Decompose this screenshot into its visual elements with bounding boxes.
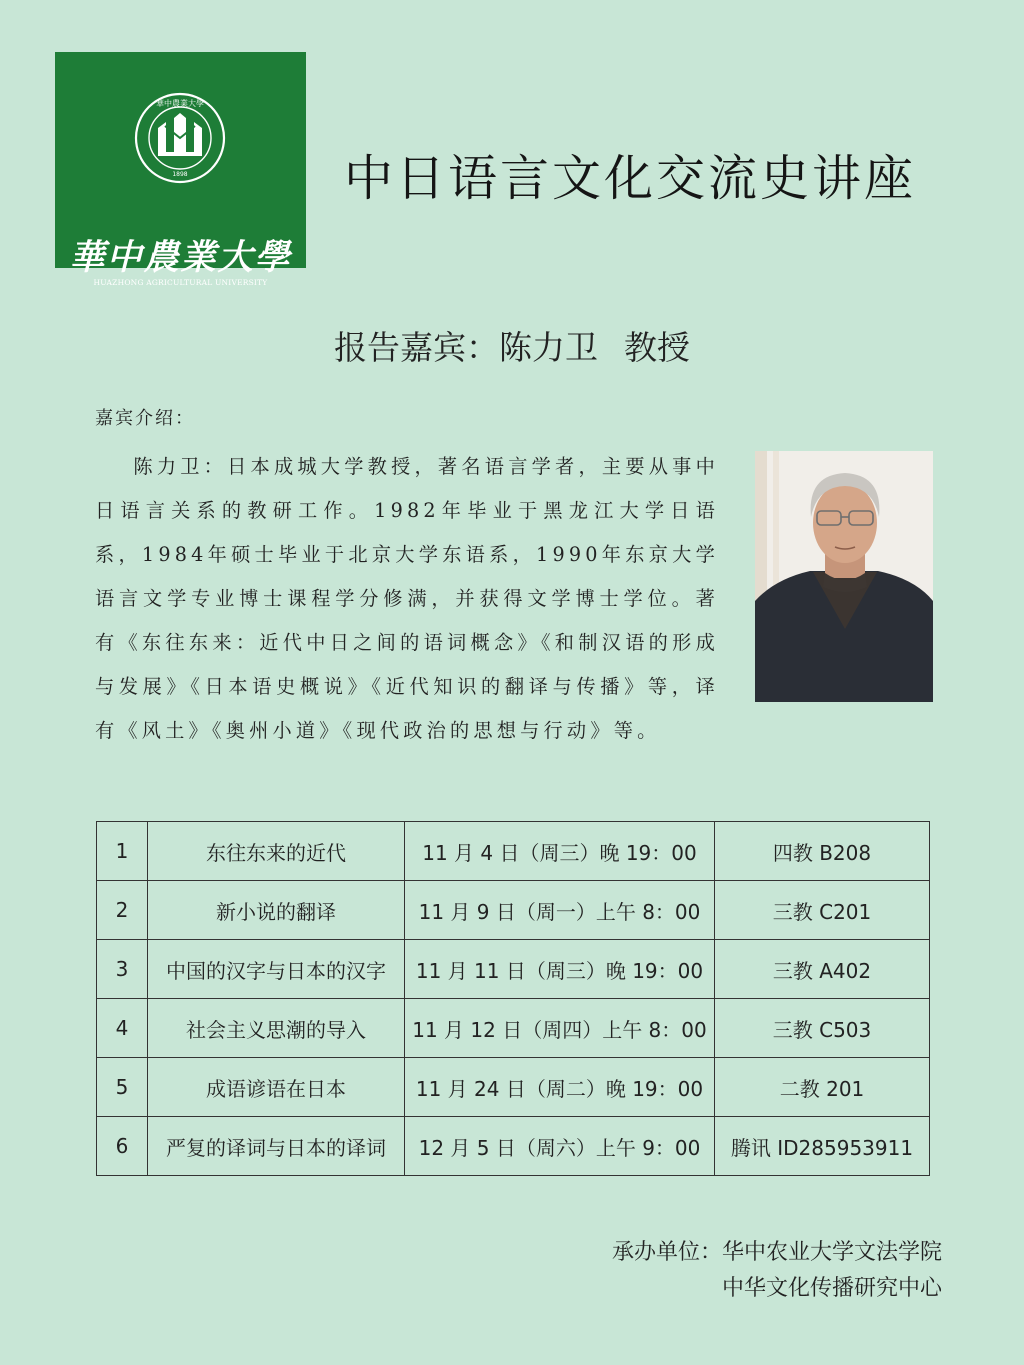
logo-name-cn: 華中農業大學: [69, 237, 292, 278]
speaker-line: [0, 322, 1024, 369]
lecture-room: 三教 A402: [715, 940, 930, 999]
lecture-time: 11 月 24 日（周二）晚 19：00: [405, 1058, 715, 1117]
lecture-number: 1: [97, 822, 148, 881]
lecture-number: 4: [97, 999, 148, 1058]
lecture-topic: 社会主义思潮的导入: [148, 999, 405, 1058]
lecture-number: 5: [97, 1058, 148, 1117]
logo-name-en: HUAZHONG AGRICULTURAL UNIVERSITY: [93, 278, 268, 287]
lecture-number: 3: [97, 940, 148, 999]
organizer-block: [612, 1235, 942, 1307]
seal-text: 華中農業大學: [156, 99, 204, 108]
lecture-room: 三教 C201: [715, 881, 930, 940]
intro-heading: 嘉宾介绍：: [95, 408, 195, 429]
table-row: [97, 1058, 930, 1117]
lecture-topic: 新小说的翻译: [148, 881, 405, 940]
university-logo: [55, 52, 306, 287]
speaker-name: 报告嘉宾：陈力卫: [334, 328, 598, 367]
page-title: 中日语言文化交流史讲座: [344, 150, 917, 207]
lecture-topic: 中国的汉字与日本的汉字: [148, 940, 405, 999]
speaker-photo: [755, 451, 933, 702]
lecture-room: 腾讯 ID285953911: [715, 1117, 930, 1176]
speaker-title: 教授: [624, 328, 690, 367]
lecture-time: 12 月 5 日（周六）上午 9：00: [405, 1117, 715, 1176]
lecture-topic: 严复的译词与日本的译词: [148, 1117, 405, 1176]
organizer-line-1: 承办单位：华中农业大学文法学院: [611, 1240, 942, 1265]
lecture-time: 11 月 12 日（周四）上午 8：00: [405, 999, 715, 1058]
table-row: [97, 881, 930, 940]
organizer-line-2: 中华文化传播研究中心: [721, 1276, 942, 1301]
table-row: [97, 822, 930, 881]
lecture-room: 二教 201: [715, 1058, 930, 1117]
lecture-topic: 东往东来的近代: [148, 822, 405, 881]
seal-year: 1898: [172, 171, 188, 178]
lecture-room: 三教 C503: [715, 999, 930, 1058]
table-row: [97, 1117, 930, 1176]
lecture-time: 11 月 4 日（周三）晚 19：00: [405, 822, 715, 881]
lecture-time: 11 月 9 日（周一）上午 8：00: [405, 881, 715, 940]
lecture-time: 11 月 11 日（周三）晚 19：00: [405, 940, 715, 999]
speaker-bio: 陈力卫：日本成城大学教授，著名语言学者，主要从事中日语言关系的教研工作。1982年毕业于黑龙江大学日语系，1984年硕士毕业于北京大学东语系，1990年东京大学语言文学专业博士课程学分修满，并获得文学博士学位。著有《东往东来：近代中日之间的语词概念》《和制汉语的形成与发展》《日本语史概说》《近代知识的翻译与传播》等，译有《风土》《奥州小道》《现代政治的思想与行动》等。: [95, 455, 719, 742]
lecture-number: 2: [97, 881, 148, 940]
table-row: [97, 940, 930, 999]
table-row: [97, 999, 930, 1058]
lecture-number: 6: [97, 1117, 148, 1176]
lecture-topic: 成语谚语在日本: [148, 1058, 405, 1117]
lecture-schedule-table: [96, 821, 930, 1176]
lecture-room: 四教 B208: [715, 822, 930, 881]
